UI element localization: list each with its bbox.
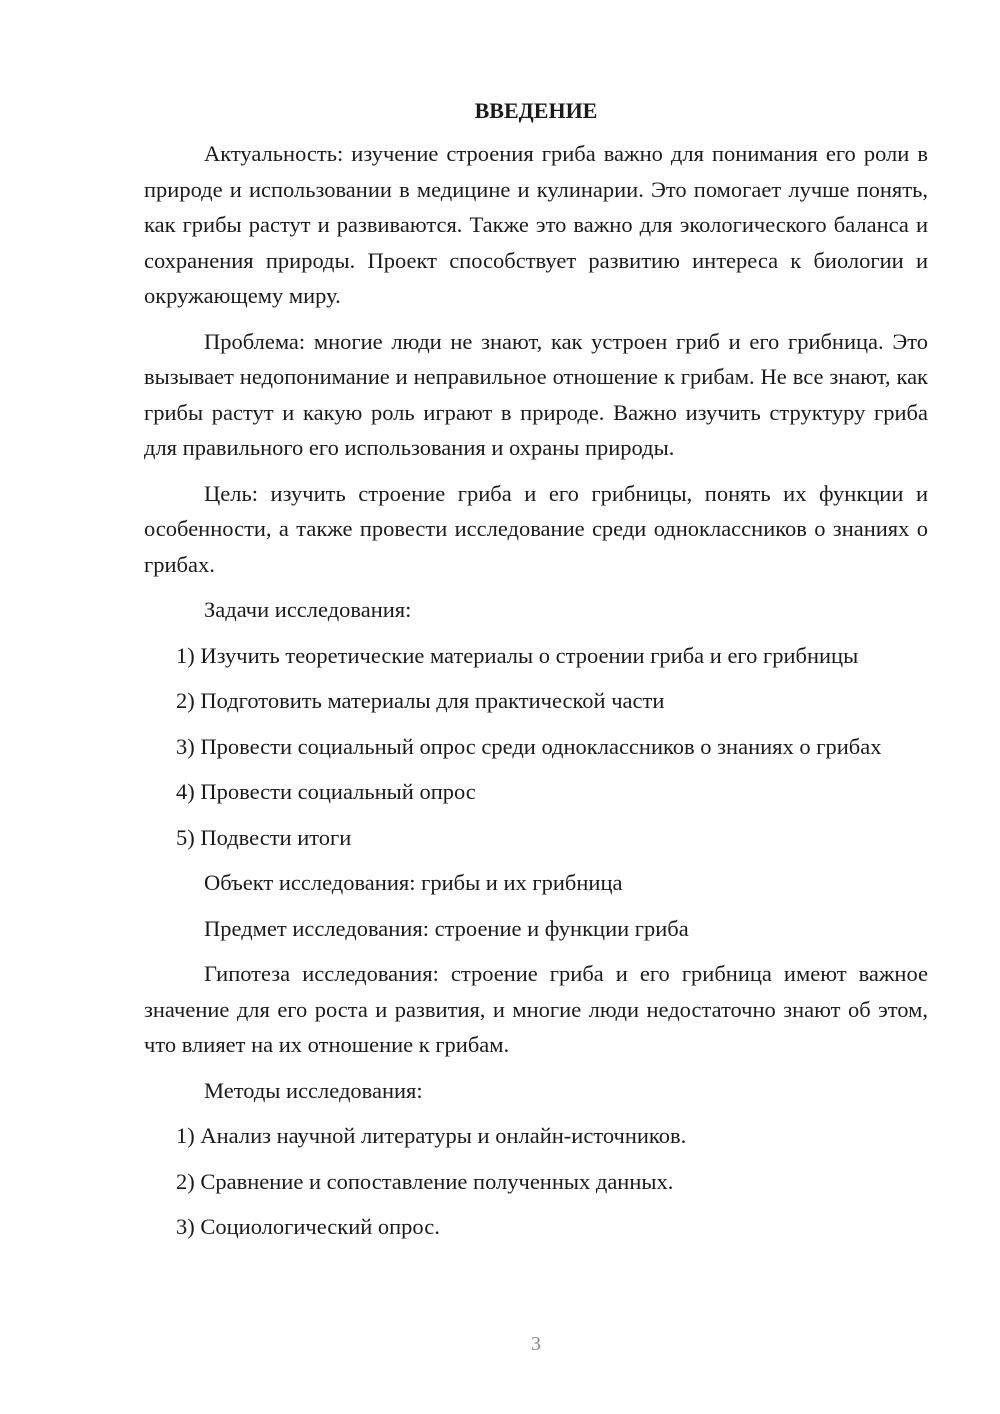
task-item: 5) Подвести итоги bbox=[176, 824, 352, 850]
method-item: 2) Сравнение и сопоставление полученных данных. bbox=[176, 1168, 674, 1194]
object-line: Объект исследования: грибы и их грибница bbox=[204, 870, 623, 895]
goal-paragraph: Цель: изучить строение гриба и его грибницы, понять их функции и особенности, а также провести исследование среди одноклассников о знаниях о грибах. bbox=[144, 480, 928, 577]
hypothesis-paragraph: Гипотеза исследования: строение гриба и его грибница имеют важное значение для его роста и развития, и многие люди недостаточно знают об этом, что влияет на их отношение к грибам. bbox=[144, 961, 928, 1057]
problem-paragraph: Проблема: многие люди не знают, как устроен гриб и его грибница. Это вызывает недопонимание и неправильное отношение к грибам. Не все знают, как грибы растут и какую роль играют в природе. Важно изучить структуру гриба для правильного его использования и охраны природы. bbox=[144, 328, 928, 460]
document-page bbox=[144, 96, 928, 1255]
task-item: 2) Подготовить материалы для практической части bbox=[176, 688, 665, 713]
methods-heading: Методы исследования: bbox=[204, 1077, 423, 1103]
task-item: 1) Изучить теоретические материалы о строении гриба и его грибницы bbox=[176, 642, 859, 668]
task-item: 3) Провести социальный опрос среди одноклассников о знаниях о грибах bbox=[176, 733, 882, 759]
subject-line: Предмет исследования: строение и функции гриба bbox=[204, 915, 689, 941]
tasks-heading: Задачи исследования: bbox=[204, 597, 412, 622]
task-item: 4) Провести социальный опрос bbox=[176, 779, 476, 804]
method-item: 1) Анализ научной литературы и онлайн-источников. bbox=[176, 1123, 687, 1148]
method-item: 3) Социологический опрос. bbox=[176, 1214, 440, 1239]
actuality-paragraph: Актуальность: изучение строения гриба важно для понимания его роли в природе и использовании в медицине и кулинарии. Это помогает лучше понять, как грибы растут и развиваются. Также это важно для экологического баланса и сохранения природы. Проект способствует развитию интереса к биологии и окружающему миру. bbox=[144, 141, 928, 308]
page-number: 3 bbox=[531, 1333, 541, 1355]
section-title: ВВЕДЕНИЕ bbox=[474, 98, 598, 123]
